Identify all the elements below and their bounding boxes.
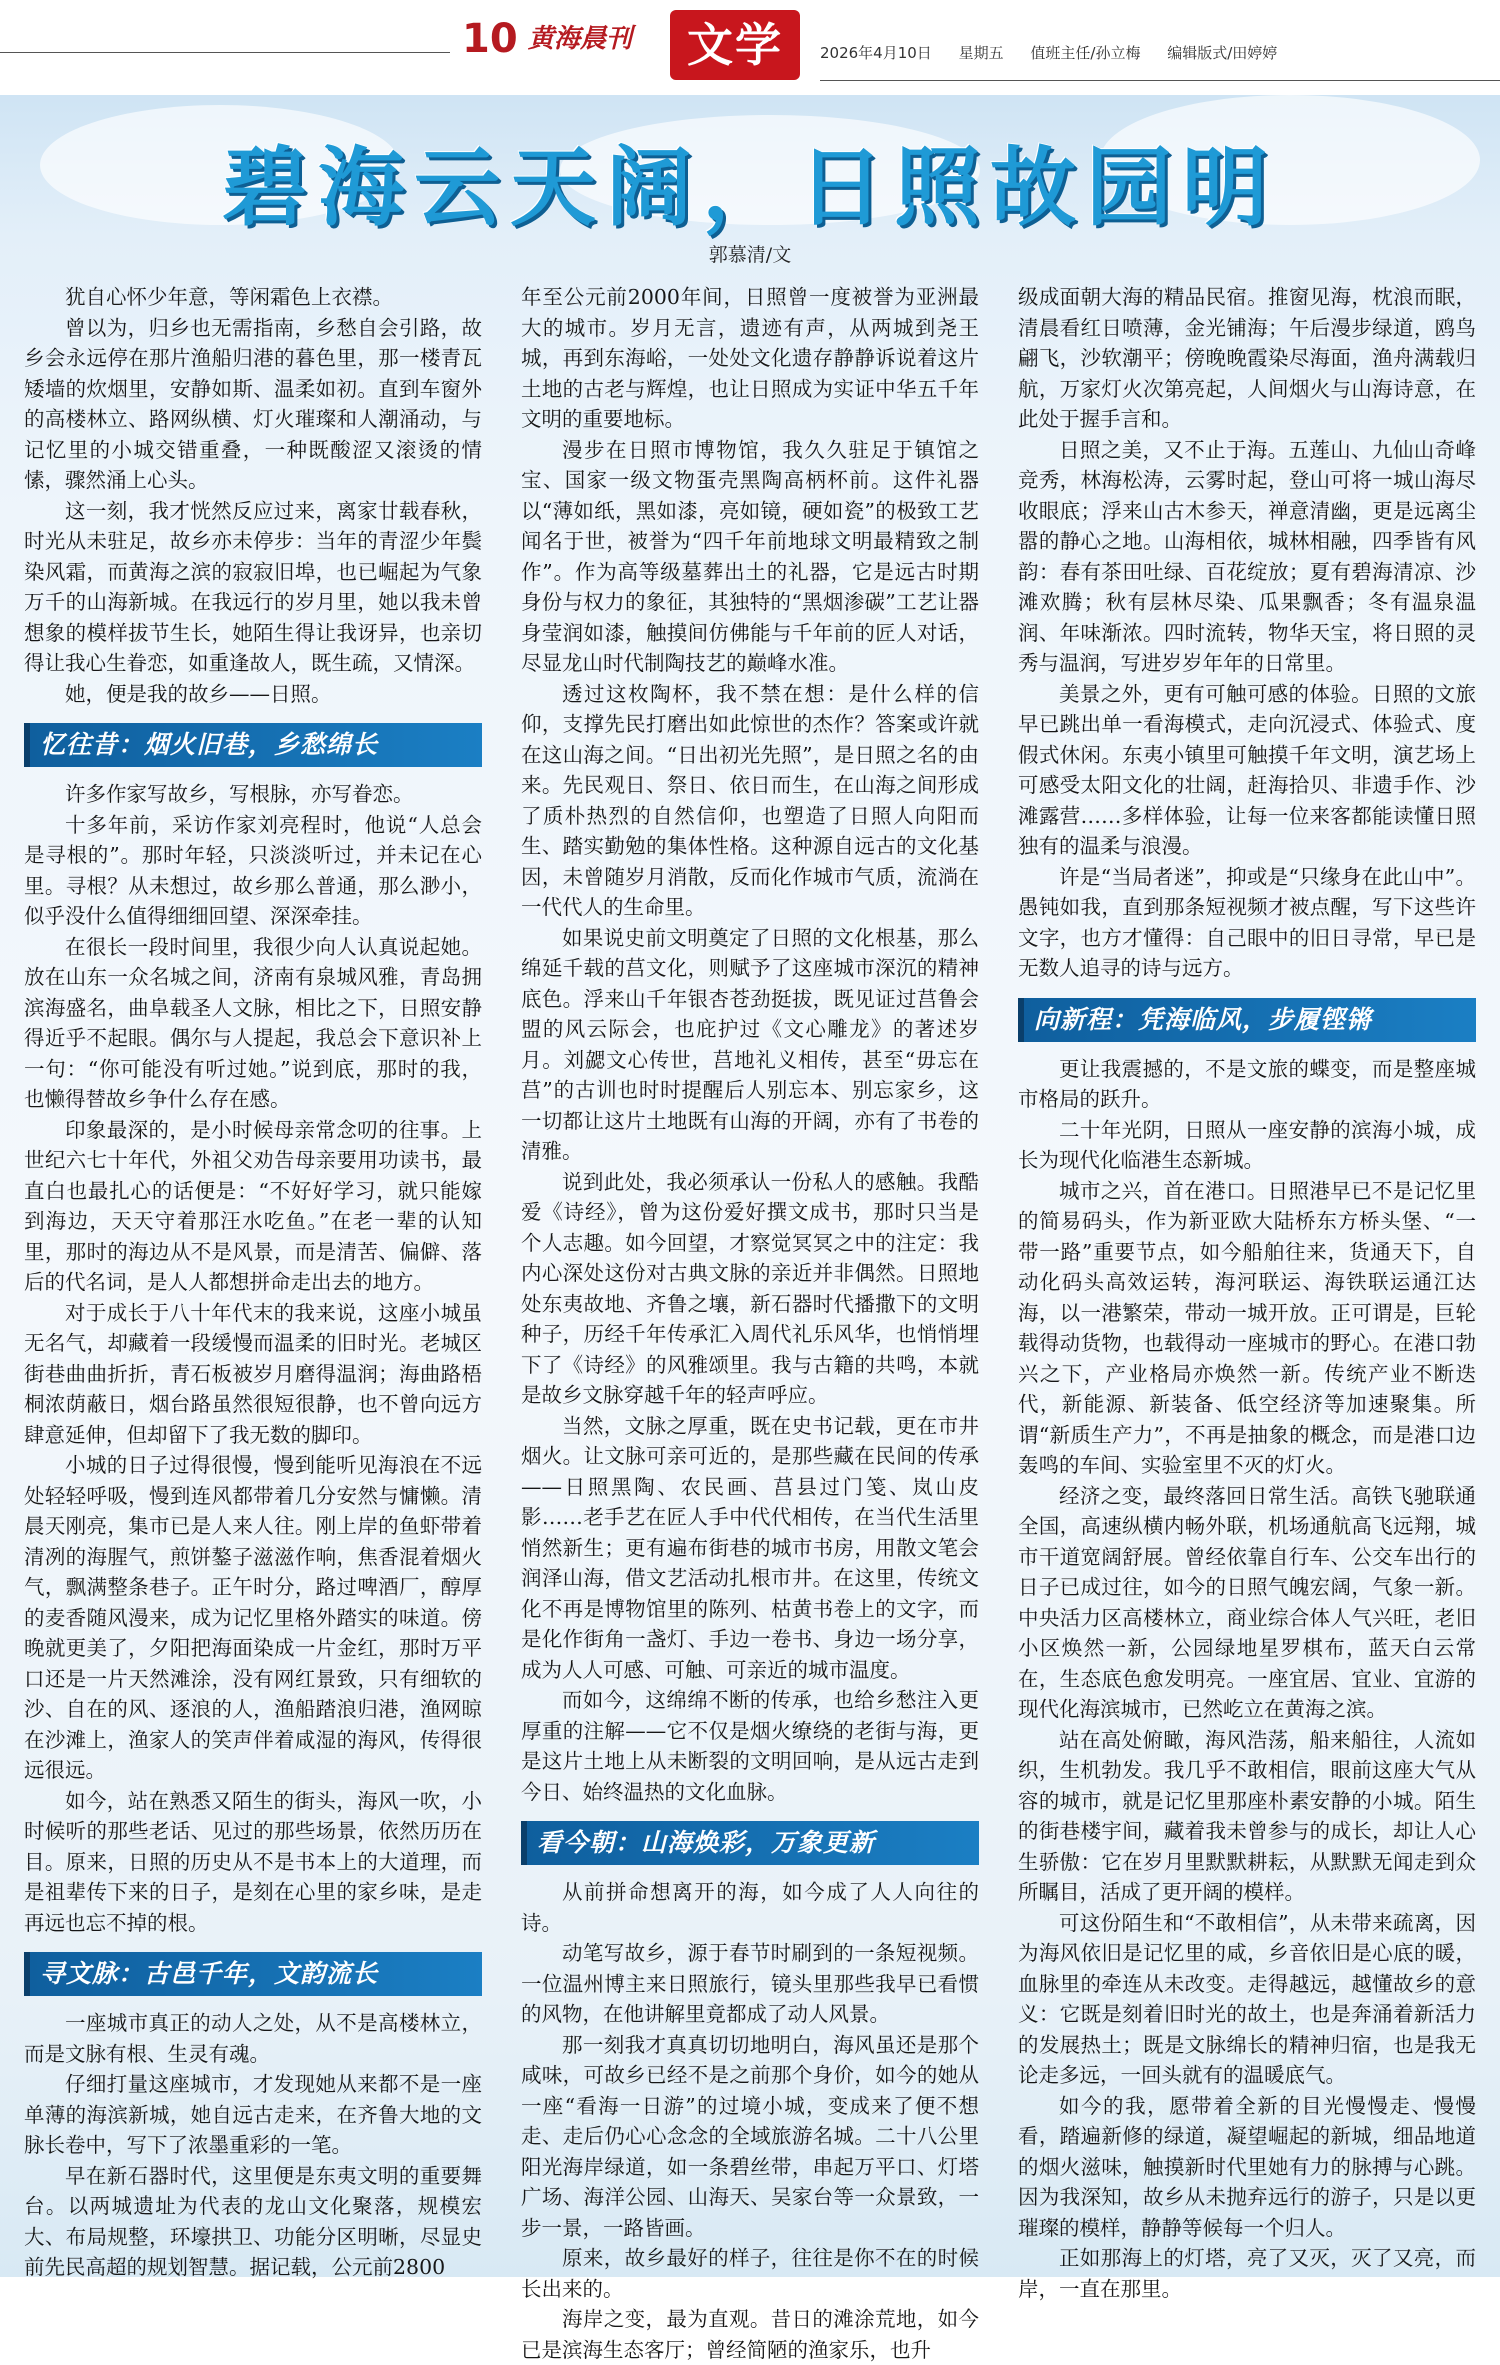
paragraph: 如今，站在熟悉又陌生的街头，海风一吹，小时候听的那些老话、见过的那些场景，依然历历在目。原来，日照的历史从不是书本上的大道理，而是祖辈传下来的日子，是刻在心里的家乡味，是走再远也忘不掉的根。 (24, 1788, 482, 1935)
paragraph: 小城的日子过得很慢，慢到能听见海浪在不远处轻轻呼吸，慢到连风都带着几分安然与慵懒。清晨天刚亮，集市已是人来人往。刚上岸的鱼虾带着清冽的海腥气，煎饼鏊子滋滋作响，焦香混着烟火气，飘满整条巷子。正午时分，路过啤酒厂，醇厚的麦香随风漫来，成为记忆里格外踏实的味道。傍晚就更美了，夕阳把海面染成一片金红，那时万平口还是一片天然滩涂，没有网红景致，只有细软的沙、自在的风、逐浪的人，渔船踏浪归港，渔网晾在沙滩上，渔家人的笑声伴着咸湿的海风，传得很远很远。 (24, 1453, 482, 1782)
paragraph: 当然，文脉之厚重，既在史书记载，更在市井烟火。让文脉可亲可近的，是那些藏在民间的传承——日照黑陶、农民画、莒县过门笺、岚山皮影……老手艺在匠人手中代代相传，在当代生活里悄然新生；更有遍布街巷的城市书房，用散文笔会润泽山海，借文艺活动扎根市井。在这里，传统文化不再是博物馆里的陈列、枯黄书卷上的文字，而是化作街角一盏灯、手边一卷书、身边一场分享，成为人人可感、可触、可亲近的城市温度。 (521, 1413, 979, 1682)
paragraph: 对于成长于八十年代末的我来说，这座小城虽无名气，却藏着一段缓慢而温柔的旧时光。老城区街巷曲曲折折，青石板被岁月磨得温润；海曲路梧桐浓荫蔽日，烟台路虽然很短很静，也不曾向远方肆意延伸，但却留下了我无数的脚印。 (24, 1300, 482, 1447)
section-heading: 忆往昔：烟火旧巷，乡愁绵长 (24, 723, 482, 767)
paragraph: 漫步在日照市博物馆，我久久驻足于镇馆之宝、国家一级文物蛋壳黑陶高柄杯前。这件礼器以“薄如纸，黑如漆，亮如镜，硬如瓷”的极致工艺闻名于世，被誉为“四千年前地球文明最精致之制作”。作为高等级墓葬出土的礼器，它是远古时期身份与权力的象征，其独特的“黑烟渗碳”工艺让器身莹润如漆，触摸间仿佛能与千年前的匠人对话，尽显龙山时代制陶技艺的巅峰水准。 (521, 437, 979, 675)
paragraph: 那一刻我才真真切切地明白，海风虽还是那个咸味，可故乡已经不是之前那个身价，如今的她从一座“看海一日游”的过境小城，变成来了便不想走、走后仍心心念念的全域旅游名城。二十八公里阳光海岸绿道，如一条碧丝带，串起万平口、灯塔广场、海洋公园、山海天、吴家台等一众景致，一步一景，一路皆画。 (521, 2032, 979, 2240)
layout-editor: 编辑版式/田婷婷 (1167, 44, 1278, 62)
paragraph: 站在高处俯瞰，海风浩荡，船来船往，人流如织，生机勃发。我几乎不敢相信，眼前这座大气从容的城市，就是记忆里那座朴素安静的小城。陌生的街巷楼宇间，藏着我未曾参与的成长，却让人心生骄傲：它在岁月里默默耕耘，从默默无闻走到众所瞩目，活成了更开阔的模样。 (1018, 1727, 1476, 1904)
masthead (0, 0, 1500, 90)
issue-date: 2026年4月10日 (820, 44, 932, 62)
paragraph: 印象最深的，是小时候母亲常念叨的往事。上世纪六七十年代，外祖父劝告母亲要用功读书，最直白也最扎心的话便是：“不好好学习，就只能嫁到海边，天天守着那汪水吃鱼。”在老一辈的认知里，那时的海边从不是风景，而是清苦、偏僻、落后的代名词，是人人都想拼命走出去的地方。 (24, 1117, 482, 1294)
paragraph: 一座城市真正的动人之处，从不是高楼林立，而是文脉有根、生灵有魂。 (24, 2011, 482, 2066)
paragraph: 正如那海上的灯塔，亮了又灭，灭了又亮，而岸，一直在那里。 (1018, 2246, 1476, 2301)
article-title: 碧海云天阔，日照故园明 (222, 138, 1278, 238)
paragraph: 如果说史前文明奠定了日照的文化根基，那么绵延千载的莒文化，则赋予了这座城市深沉的精神底色。浮来山千年银杏苍劲挺拔，既见证过莒鲁会盟的风云际会，也庇护过《文心雕龙》的著述岁月。刘勰文心传世，莒地礼义相传，甚至“毋忘在莒”的古训也时时提醒后人别忘本、别忘家乡，这一切都让这片土地既有山海的开阔，亦有了书卷的清雅。 (521, 925, 979, 1163)
paragraph: 犹自心怀少年意，等闲霜色上衣襟。 (65, 285, 393, 309)
paragraph: 早在新石器时代，这里便是东夷文明的重要舞台。以两城遗址为代表的龙山文化聚落，规模宏大、布局规整，环壕拱卫、功能分区明晰，尽显史前先民高超的规划智慧。据记载，公元前2800 (24, 2163, 482, 2279)
paragraph: 级成面朝大海的精品民宿。推窗见海，枕浪而眠，清晨看红日喷薄，金光铺海；午后漫步绿道，鸥鸟翩飞，沙软潮平；傍晚晚霞染尽海面，渔舟满载归航，万家灯火次第亮起，人间烟火与山海诗意，在此处于握手言和。 (1018, 285, 1476, 431)
paragraph: 经济之变，最终落回日常生活。高铁飞驰联通全国，高速纵横内畅外联，机场通航高飞远翔，城市干道宽阔舒展。曾经依靠自行车、公交车出行的日子已成过往，如今的日照气魄宏阔，气象一新。中央活力区高楼林立，商业综合体人气兴旺，老旧小区焕然一新，公园绿地星罗棋布，蓝天白云常在，生态底色愈发明亮。一座宜居、宜业、宜游的现代化海滨城市，已然屹立在黄海之滨。 (1018, 1483, 1476, 1721)
paragraph: 城市之兴，首在港口。日照港早已不是记忆里的简易码头，作为新亚欧大陆桥东方桥头堡、“一带一路”重要节点，如今船舶往来，货通天下，自动化码头高效运转，海河联运、海铁联运通江达海，以一港繁荣，带动一城开放。正可谓是，巨轮载得动货物，也载得动一座城市的野心。在港口勃兴之下，产业格局亦焕然一新。传统产业不断迭代，新能源、新装备、低空经济等加速聚集。所谓“新质生产力”，不再是抽象的概念，而是港口边轰鸣的车间、实验室里不灭的灯火。 (1018, 1178, 1476, 1477)
section-heading: 寻文脉：古邑千年，文韵流长 (24, 1952, 482, 1996)
masthead-rule-left (0, 52, 450, 53)
paragraph: 更让我震撼的，不是文旅的蝶变，而是整座城市格局的跃升。 (1018, 1056, 1476, 1111)
duty-editor: 值班主任/孙立梅 (1030, 44, 1141, 62)
paragraph: 可这份陌生和“不敢相信”，从未带来疏离，因为海风依旧是记忆里的咸，乡音依旧是心底的暖，血脉里的牵连从未改变。走得越远，越懂故乡的意义：它既是刻着旧时光的故土，也是奔涌着新活力的发展热土；既是文脉绵长的精神归宿，也是我无论走多远，一回头就有的温暖底气。 (1018, 1910, 1476, 2087)
paragraph: 许多作家写故乡，写根脉，亦写眷恋。 (65, 782, 414, 806)
section-badge: 文学 (670, 10, 800, 80)
paragraph: 而如今，这绵绵不断的传承，也给乡愁注入更厚重的注解——它不仅是烟火缭绕的老街与海，更是这片土地上从未断裂的文明回响，是从远古走到今日、始终温热的文化血脉。 (521, 1688, 979, 1804)
section-heading: 向新程：凭海临风，步履铿锵 (1018, 998, 1476, 1042)
paragraph: 二十年光阴，日照从一座安静的滨海小城，成长为现代化临港生态新城。 (1018, 1117, 1476, 1172)
paragraph: 美景之外，更有可触可感的体验。日照的文旅早已跳出单一看海模式，走向沉浸式、体验式、度假式休闲。东夷小镇里可触摸千年文明，演艺场上可感受太阳文化的壮阔，赶海拾贝、非遗手作、沙滩露营……多样体验，让每一位来客都能读懂日照独有的温柔与浪漫。 (1018, 681, 1476, 858)
paragraph: 海岸之变，最为直观。昔日的滩涂荒地，如今已是滨海生态客厅；曾经简陋的渔家乐，也升 (521, 2307, 979, 2362)
publication-logo: 黄海晨刊 (528, 24, 633, 54)
paragraph: 这一刻，我才恍然反应过来，离家廿载春秋，时光从未驻足，故乡亦未停步：当年的青涩少年鬓染风霜，而黄海之滨的寂寂旧埠，也已崛起为气象万千的山海新城。在我远行的岁月里，她以我未曾想象的模样拔节生长，她陌生得让我讶异，也亲切得让我心生眷恋，如重逢故人，既生疏，又情深。 (24, 498, 482, 675)
paragraph: 动笔写故乡，源于春节时刷到的一条短视频。一位温州博主来日照旅行，镜头里那些我早已看惯的风物，在他讲解里竟都成了动人风景。 (521, 1941, 979, 2026)
paragraph: 透过这枚陶杯，我不禁在想：是什么样的信仰，支撑先民打磨出如此惊世的杰作？答案或许就在这山海之间。“日出初光先照”，是日照之名的由来。先民观日、祭日、依日而生，在山海之间形成了质朴热烈的自然信仰，也塑造了日照人向阳而生、踏实勤勉的集体性格。这种源自远古的文化基因，未曾随岁月消散，反而化作城市气质，流淌在一代代人的生命里。 (521, 681, 979, 919)
article-column-1 (24, 282, 482, 2283)
article-column-3 (1018, 282, 1476, 2304)
paragraph: 从前拼命想离开的海，如今成了人人向往的诗。 (521, 1880, 979, 1935)
paragraph: 仔细打量这座城市，才发现她从来都不是一座单薄的海滨新城，她自远古走来，在齐鲁大地的文脉长卷中，写下了浓墨重彩的一笔。 (24, 2072, 482, 2157)
issue-meta (820, 42, 1299, 63)
paragraph: 年至公元前2000年间，日照曾一度被誉为亚洲最大的城市。岁月无言，遗迹有声，从两城到尧王城，再到东海峪，一处处文化遗存静静诉说着这片土地的古老与辉煌，也让日照成为实证中华五千年文明的重要地标。 (521, 285, 979, 431)
paragraph: 十多年前，采访作家刘亮程时，他说“人总会是寻根的”。那时年轻，只淡淡听过，并未记在心里。寻根？从未想过，故乡那么普通，那么渺小，似乎没什么值得细细回望、深深牵挂。 (24, 812, 482, 928)
issue-weekday: 星期五 (958, 44, 1004, 62)
article-column-2 (521, 282, 979, 2365)
paragraph: 说到此处，我必须承认一份私人的感触。我酷爱《诗经》，曾为这份爱好撰文成书，那时只当是个人志趣。如今回望，才察觉冥冥之中的注定：我内心深处这份对古典文脉的亲近并非偶然。日照地处东夷故地、齐鲁之壤，新石器时代播撒下的文明种子，历经千年传承汇入周代礼乐风华，也悄悄埋下了《诗经》的风雅颂里。我与古籍的共鸣，本就是故乡文脉穿越千年的轻声呼应。 (521, 1169, 979, 1407)
masthead-rule-right (820, 80, 1500, 81)
paragraph: 曾以为，归乡也无需指南，乡愁自会引路，故乡会永远停在那片渔船归港的暮色里，那一楼青瓦矮墙的炊烟里，安静如斯、温柔如初。直到车窗外的高楼林立、路网纵横、灯火璀璨和人潮涌动，与记忆里的小城交错重叠，一种既酸涩又滚烫的情愫，骤然涌上心头。 (24, 315, 482, 492)
paragraph: 她，便是我的故乡——日照。 (65, 681, 332, 706)
article-byline: 郭慕清/文 (708, 244, 792, 266)
page-number: 10 (462, 16, 518, 62)
paragraph: 在很长一段时间里，我很少向人认真说起她。放在山东一众名城之间，济南有泉城风雅，青岛拥滨海盛名，曲阜载圣人文脉，相比之下，日照安静得近乎不起眼。偶尔与人提起，我总会下意识补上一句：“你可能没有听过她。”说到底，那时的我，也懒得替故乡争什么存在感。 (24, 934, 482, 1111)
paragraph: 如今的我，愿带着全新的目光慢慢走、慢慢看，踏遍新修的绿道，凝望崛起的新城，细品地道的烟火滋味，触摸新时代里她有力的脉搏与心跳。因为我深知，故乡从未抛弃远行的游子，只是以更璀璨的模样，静静等候每一个归人。 (1018, 2093, 1476, 2240)
paragraph: 原来，故乡最好的样子，往往是你不在的时候长出来的。 (521, 2246, 979, 2301)
section-heading: 看今朝：山海焕彩，万象更新 (521, 1821, 979, 1865)
paragraph: 许是“当局者迷”，抑或是“只缘身在此山中”。愚钝如我，直到那条短视频才被点醒，写下这些许文字，也方才懂得：自己眼中的旧日寻常，早已是无数人追寻的诗与远方。 (1018, 864, 1476, 980)
paragraph: 日照之美，又不止于海。五莲山、九仙山奇峰竞秀，林海松涛，云雾时起，登山可将一城山海尽收眼底；浮来山古木参天，禅意清幽，更是远离尘嚣的静心之地。山海相依，城林相融，四季皆有风韵：春有茶田吐绿、百花绽放；夏有碧海清凉、沙滩欢腾；秋有层林尽染、瓜果飘香；冬有温泉温润、年味渐浓。四时流转，物华天宝，将日照的灵秀与温润，写进岁岁年年的日常里。 (1018, 437, 1476, 675)
